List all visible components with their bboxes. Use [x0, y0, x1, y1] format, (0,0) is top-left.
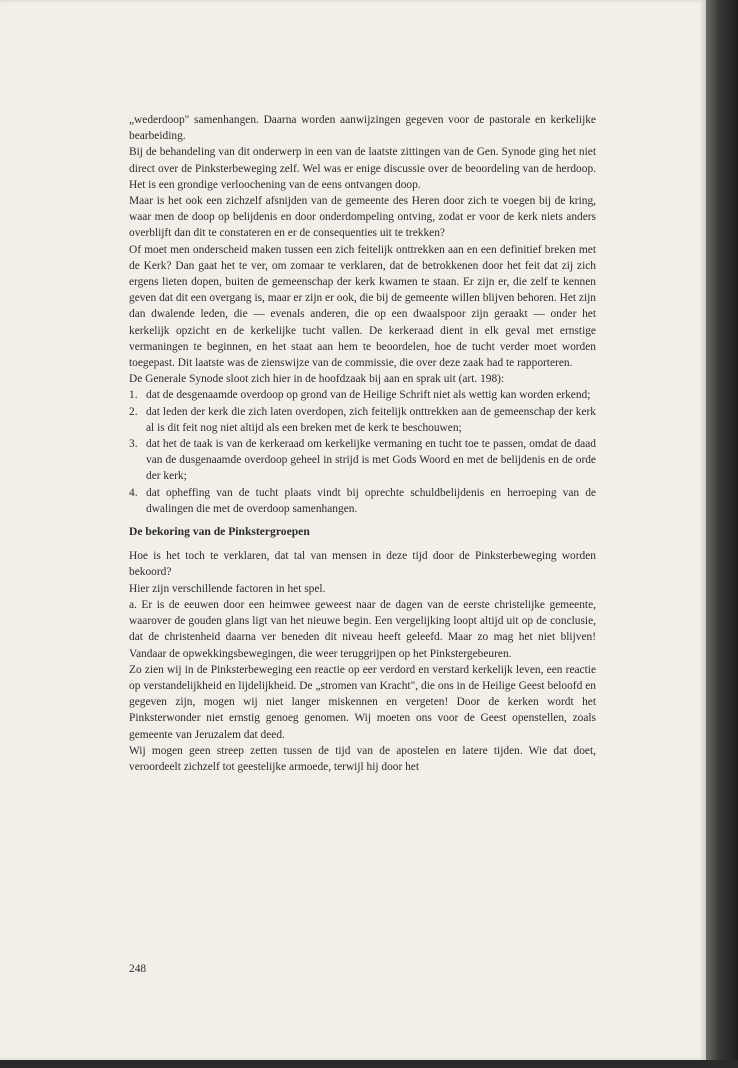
list-item-text: dat opheffing van de tucht plaats vindt bij oprechte schuldbelijdenis en herroeping van de dwalingen die met de overdoop samenhangen. [146, 486, 596, 515]
list-item [129, 387, 596, 403]
list-item-number: 3. [129, 438, 138, 451]
paragraph: Bij de behandeling van dit onderwerp in een van de laatste zittingen van de Gen. Synode ging het niet direct over de Pinksterbeweging zelf. Wel was er enige discussie over de beoordeling van de herdoop. Het is een grondige verloochening van de eens ontvangen doop. [129, 146, 596, 191]
paragraph: a. Er is de eeuwen door een heimwee geweest naar de dagen van de eerste christelijke gemeente, waarover de gouden glans ligt van het nieuwe begin. Een vergelijking loopt altijd uit op de conclusie, dat de christenheid daarna ver beneden dit niveau heeft geleefd. Maar zo mag het niet blijven! Vandaar de opwekkingsbewegingen, die weer teruggrijpen op het Pinkstergebeuren. [129, 598, 596, 660]
list-item-number: 2. [129, 405, 138, 418]
paragraph: Wij mogen geen streep zetten tussen de tijd van de apostelen en latere tijden. Wie dat doet, veroordeelt zichzelf tot geestelijke armoede, terwijl hij door het [129, 744, 596, 773]
list-item-text: dat het de taak is van de kerkeraad om kerkelijke vermaning en tucht toe te passen, omdat de daad van de dusgenaamde overdoop geheel in strijd is met Gods Woord en met de belijdenis en de orde der kerk; [146, 438, 596, 483]
paragraph: Hoe is het toch te verklaren, dat tal van mensen in deze tijd door de Pinksterbeweging worden bekoord? [129, 550, 596, 579]
section-heading: De bekoring van de Pinkstergroepen [129, 525, 310, 539]
paragraph: „wederdoop" samenhangen. Daarna worden aanwijzingen gegeven voor de pastorale en kerkelijke bearbeiding. [129, 114, 596, 143]
list-item [129, 485, 596, 517]
list-item [129, 436, 596, 485]
scan-edge-shadow [706, 0, 738, 1068]
paragraph: De Generale Synode sloot zich hier in de hoofdzaak bij aan en sprak uit (art. 198): [129, 373, 505, 386]
scan-bottom-border [0, 1060, 738, 1068]
paragraph: Maar is het ook een zichzelf afsnijden van de gemeente des Heren door zich te voegen bij de kring, waar men de doop op belijdenis en door onderdompeling ontving, zodat er voor de kerk niets anders overblijft dan dit te constateren en er de consequenties uit te trekken? [129, 195, 596, 240]
list-item-number: 1. [129, 389, 138, 402]
list-item-text: dat leden der kerk die zich laten overdopen, zich feitelijk onttrekken aan de gemeenschap der kerk al is dit feit nog niet altijd als een breken met de kerk te beschouwen; [146, 405, 596, 434]
body-text [129, 112, 596, 775]
list-item-text: dat de desgenaamde overdoop op grond van de Heilige Schrift niet als wettig kan worden erkend; [146, 389, 591, 402]
page-number: 248 [129, 963, 147, 975]
paragraph: Of moet men onderscheid maken tussen een zich feitelijk onttrekken aan en een definitief breken met de Kerk? Dan gaat het te ver, om zomaar te verklaren, dat de betrokkenen door het feit dat zij zich ergens lieten dopen, buiten de gemeenschap der kerk kwamen te staan. Er zijn er, die zelf te kennen geven dat dit een overgang is, maar er zijn er ook, die bij de gemeente willen blijven behoren. Het zijn dan dwalende leden, die — evenals anderen, die op een dwaalspoor zijn geraakt — onder het kerkelijk opzicht en de kerkelijke tucht vallen. De kerkeraad dient in elk geval met ernstige vermaningen te beginnen, en het staat aan hem te beoordelen, hoe de tucht verder moet worden toegepast. Dit laatste was de zienswijze van de commissie, die over deze zaak had te rapporteren. [129, 243, 596, 370]
list-item [129, 404, 596, 436]
paragraph: Zo zien wij in de Pinksterbeweging een reactie op eer verdord en verstard kerkelijk leven, een reactie op verstandelijkheid en lijdelijkheid. De „stromen van Kracht", die ons in de Heilige Geest beloofd en gegeven zijn, mogen wij niet langer miskennen en vergeten! Door de kerken wordt het Pinksterwonder niet ernstig genoeg genomen. Wij moeten ons voor de Geest openstellen, zoals gemeente van Jeruzalem dat deed. [129, 663, 596, 741]
synod-decisions-list [129, 387, 596, 517]
paragraph: Hier zijn verschillende factoren in het spel. [129, 582, 326, 595]
list-item-number: 4. [129, 486, 138, 499]
